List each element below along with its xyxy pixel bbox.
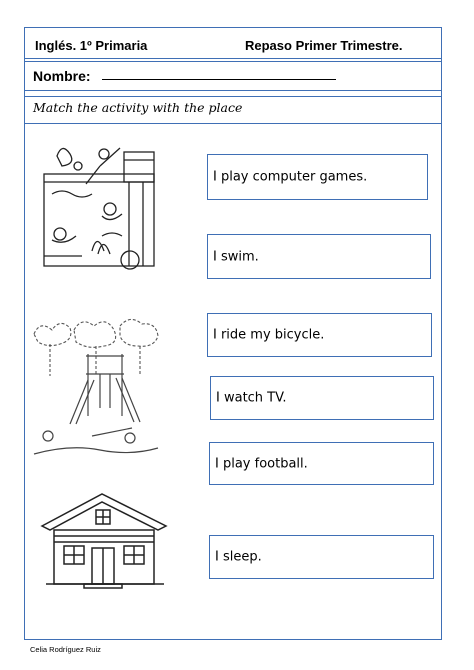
instruction-text: Match the activity with the place [33, 100, 243, 115]
activity-box-1[interactable] [207, 154, 428, 200]
activity-box-6[interactable] [209, 535, 434, 579]
activity-box-2[interactable] [207, 234, 431, 279]
activity-box-4[interactable] [210, 376, 434, 420]
activity-text: I ride my bicycle. [213, 327, 325, 343]
activity-text: I swim. [213, 249, 259, 264]
swimming-pool-picture [32, 136, 160, 278]
activity-text: I watch TV. [216, 390, 287, 406]
park-picture [30, 316, 162, 462]
activity-box-3[interactable] [207, 313, 432, 357]
name-label: Nombre: [33, 68, 91, 84]
activity-text: I sleep. [215, 549, 262, 565]
activity-text: I play computer games. [213, 169, 368, 185]
review-label: Repaso Primer Trimestre. [245, 38, 403, 53]
house-picture [36, 490, 174, 590]
subject-label: Inglés. 1º Primaria [35, 38, 148, 53]
name-write-line[interactable] [102, 79, 336, 80]
footer-author: Celia Rodríguez Ruiz [30, 645, 101, 654]
activity-text: I play football. [215, 456, 308, 471]
activity-box-5[interactable] [209, 442, 434, 485]
